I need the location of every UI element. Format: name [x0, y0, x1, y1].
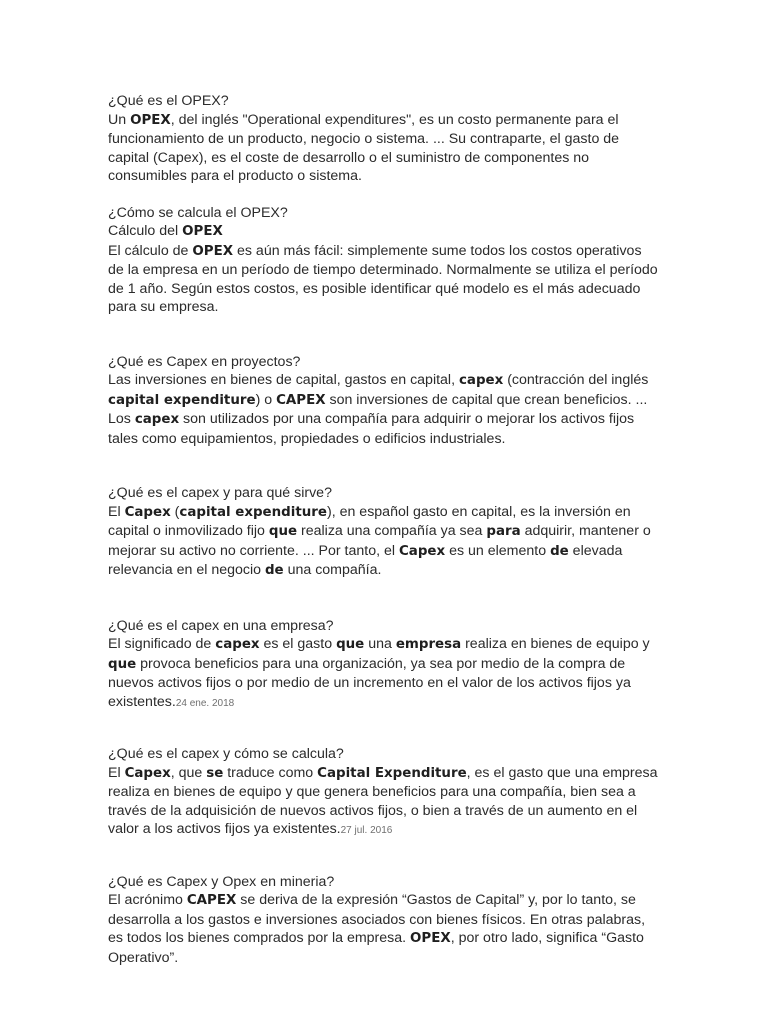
answer-text: adquirir, mantener o mejorar su activo no corriente. ... Por tanto, el [108, 523, 651, 559]
subheading-text: Cálculo del [108, 223, 183, 239]
answer-text: es un elemento [445, 542, 551, 559]
answer-text: El [108, 764, 125, 781]
bold-term: capex [458, 373, 504, 388]
bold-term: Capex [124, 765, 171, 781]
bold-term: OPEX [130, 112, 171, 128]
answer-text: (contracción del inglés [503, 372, 649, 388]
answer-text: , del inglés "Operational expenditures", es un costo permanente para el funcionamiento de un producto, negocio o sistema. ... Su contraparte, el gasto de capital (Capex), es el coste de desarrollo o el suministro de componentes no consumibles para el producto o sistema. [108, 111, 620, 184]
answer-text: , por otro lado, significa “Gasto Operativo”. [108, 930, 644, 966]
qa-section-opex-calc [108, 204, 658, 317]
answer-text: son inversiones de capital que crean beneficios. ... Los [108, 391, 648, 427]
answer-paragraph [108, 635, 658, 713]
bold-term: empresa [395, 637, 462, 652]
answer-paragraph [108, 371, 658, 448]
answer-text: , es el gasto que una empresa realiza en bienes de equipo y que genera beneficios para una compañía, bien sea a través de la adquisición de nuevos activos fijos, o bien a través de un aumento en el valor a los activos fijos ya existentes. [108, 764, 658, 837]
bold-term: de [550, 543, 569, 559]
answer-text: ( [170, 503, 180, 520]
bold-term: CAPEX [186, 893, 237, 908]
answer-paragraph [108, 503, 658, 581]
bold-term: que [268, 524, 298, 539]
answer-text: El [108, 503, 125, 520]
answer-text: elevada relevancia en el negocio [108, 542, 623, 578]
answer-paragraph [108, 891, 658, 967]
answer-text: El significado de [108, 636, 216, 652]
qa-section-capex-purpose [108, 484, 658, 581]
answer-text: realiza en bienes de equipo y [461, 636, 650, 652]
answer-text: realiza una compañía ya sea [297, 523, 487, 539]
bold-term: capex [134, 412, 180, 427]
qa-section-opex [108, 92, 658, 186]
bold-term: capex [215, 637, 260, 652]
qa-section-capex-calc [108, 745, 658, 841]
answer-text: ), en español gasto en capital, es la inversión en capital o inmovilizado fijo [108, 503, 631, 539]
answer-paragraph [108, 764, 658, 841]
answer-text: ) o [255, 391, 277, 408]
bold-term: de [264, 563, 284, 578]
bold-term: Capex [124, 504, 171, 520]
qa-section-capex-projects [108, 353, 658, 449]
bold-term: OPEX [192, 243, 234, 259]
date-stamp: 24 ene. 2018 [175, 697, 235, 709]
bold-term: para [486, 524, 521, 539]
answer-text: son utilizados por una compañía para adquirir o mejorar los activos fijos tales como equipamientos, propiedades o edificios industriales. [108, 411, 635, 447]
bold-term: que [336, 637, 365, 652]
question-heading: ¿Qué es el capex y cómo se calcula? [108, 746, 344, 762]
answer-text: una [364, 636, 396, 652]
bold-term: que [108, 656, 137, 672]
answer-text: se deriva de la expresión “Gastos de Capital” y, por lo tanto, se desarrolla a los gastos e inversiones asociados con bienes físicos. En otras palabras, es todos los bienes comprados por la empresa. [108, 892, 646, 946]
answer-text: es el gasto [259, 636, 337, 652]
answer-text: provoca beneficios para una organización, ya sea por medio de la compra de nuevos activos fijos o por medio de un incremento en el valor de los activos fijos ya existentes. [108, 655, 631, 710]
bold-term: capital expenditure [108, 392, 256, 408]
bold-term: OPEX [410, 931, 451, 946]
bold-term: CAPEX [276, 392, 326, 408]
question-heading: ¿Cómo se calcula el OPEX? [108, 204, 288, 221]
answer-text: El acrónimo [108, 892, 187, 908]
answer-text: es aún más fácil: simplemente sume todos los costos operativos de la empresa en un período de tiempo determinado. Normalmente se utiliza el período de 1 año. Según estos costos, es posible identificar qué modelo es el más adecuado para su empresa. [108, 242, 658, 315]
answer-text: una compañía. [283, 562, 382, 578]
question-heading: ¿Qué es Capex y Opex en mineria? [108, 873, 335, 890]
question-heading: ¿Qué es el OPEX? [108, 93, 229, 109]
question-heading: ¿Qué es el capex en una empresa? [108, 617, 334, 634]
date-stamp: 27 jul. 2016 [340, 825, 393, 836]
answer-text: traduce como [223, 764, 318, 781]
answer-paragraph [108, 242, 658, 317]
answer-text: El cálculo de [108, 242, 193, 259]
question-heading: ¿Qué es el capex y para qué sirve? [108, 485, 332, 501]
answer-text: Un [108, 111, 131, 128]
bold-term: se [206, 765, 224, 781]
qa-section-mining [108, 873, 658, 968]
answer-paragraph [108, 111, 658, 186]
bold-term: Capital Expenditure [317, 765, 467, 781]
qa-section-capex-company [108, 617, 658, 714]
answer-text: Las inversiones en bienes de capital, gastos en capital, [108, 372, 459, 388]
answer-text: , que [170, 764, 207, 781]
document-page [108, 92, 658, 967]
bold-term: OPEX [182, 224, 223, 239]
bold-term: Capex [398, 543, 446, 559]
question-heading: ¿Qué es Capex en proyectos? [108, 353, 301, 370]
bold-term: capital expenditure [179, 504, 327, 520]
subheading [108, 222, 658, 242]
